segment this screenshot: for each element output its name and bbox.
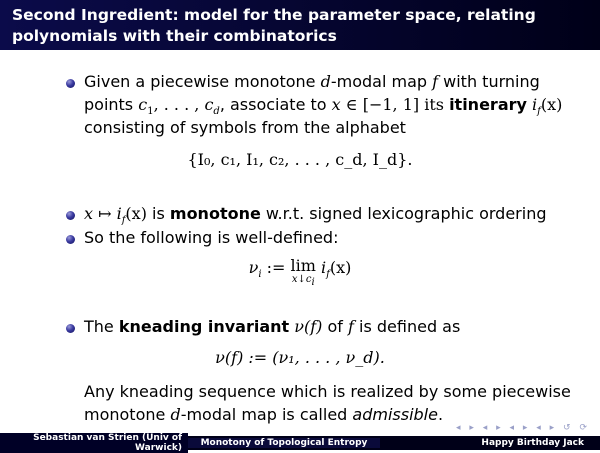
bullet-icon xyxy=(66,79,75,88)
footer-author: Sebastian van Strien (Univ of Warwick) xyxy=(0,433,188,453)
kneading-formula: ν(f) := (ν₁, . . . , ν_d). xyxy=(215,348,385,367)
footer-event: Happy Birthday Jack xyxy=(380,438,600,448)
nu-definition: $\nu_i$ := lim $x↓c_i$ $i_f(x)$ xyxy=(248,256,352,288)
footer-talk-title: Monotony of Topological Entropy xyxy=(188,438,380,448)
bullet-2: x ↦ $i_f(x)$ is monotone w.r.t. signed lexicographic ordering xyxy=(84,204,547,227)
bullet-4: The kneading invariant ν(f) of f is defined as xyxy=(84,317,461,336)
alphabet-formula: {I₀, c₁, I₁, c₂, . . . , c_d, I_d}. xyxy=(187,150,413,169)
bullet-icon xyxy=(66,211,75,220)
bullet-1-line-2: points $c_1$, . . . , $c_d$, associate to x ∈ [−1, 1] its itinerary $i_f(x)$ xyxy=(84,95,563,118)
bullet-3: So the following is well-defined: xyxy=(84,228,339,247)
para-line-1: Any kneading sequence which is realized by some piecewise xyxy=(84,382,571,401)
title-line-1: Second Ingredient: model for the parameter space, relating xyxy=(12,6,536,24)
bullet-1-line-1: Given a piecewise monotone d-modal map f with turning xyxy=(84,72,540,91)
title-line-2: polynomials with their combinatorics xyxy=(12,27,337,45)
bullet-1-line-3: consisting of symbols from the alphabet xyxy=(84,118,406,137)
bullet-icon xyxy=(66,324,75,333)
footer-bar xyxy=(0,433,600,453)
frame-title xyxy=(0,0,600,50)
para-line-2: monotone d-modal map is called admissible. xyxy=(84,405,444,424)
beamer-nav-icons[interactable]: ◂ ▸ ◂ ▸ ◂ ▸ ◂ ▸ ↺ ⟳ xyxy=(456,423,590,433)
bullet-icon xyxy=(66,235,75,244)
